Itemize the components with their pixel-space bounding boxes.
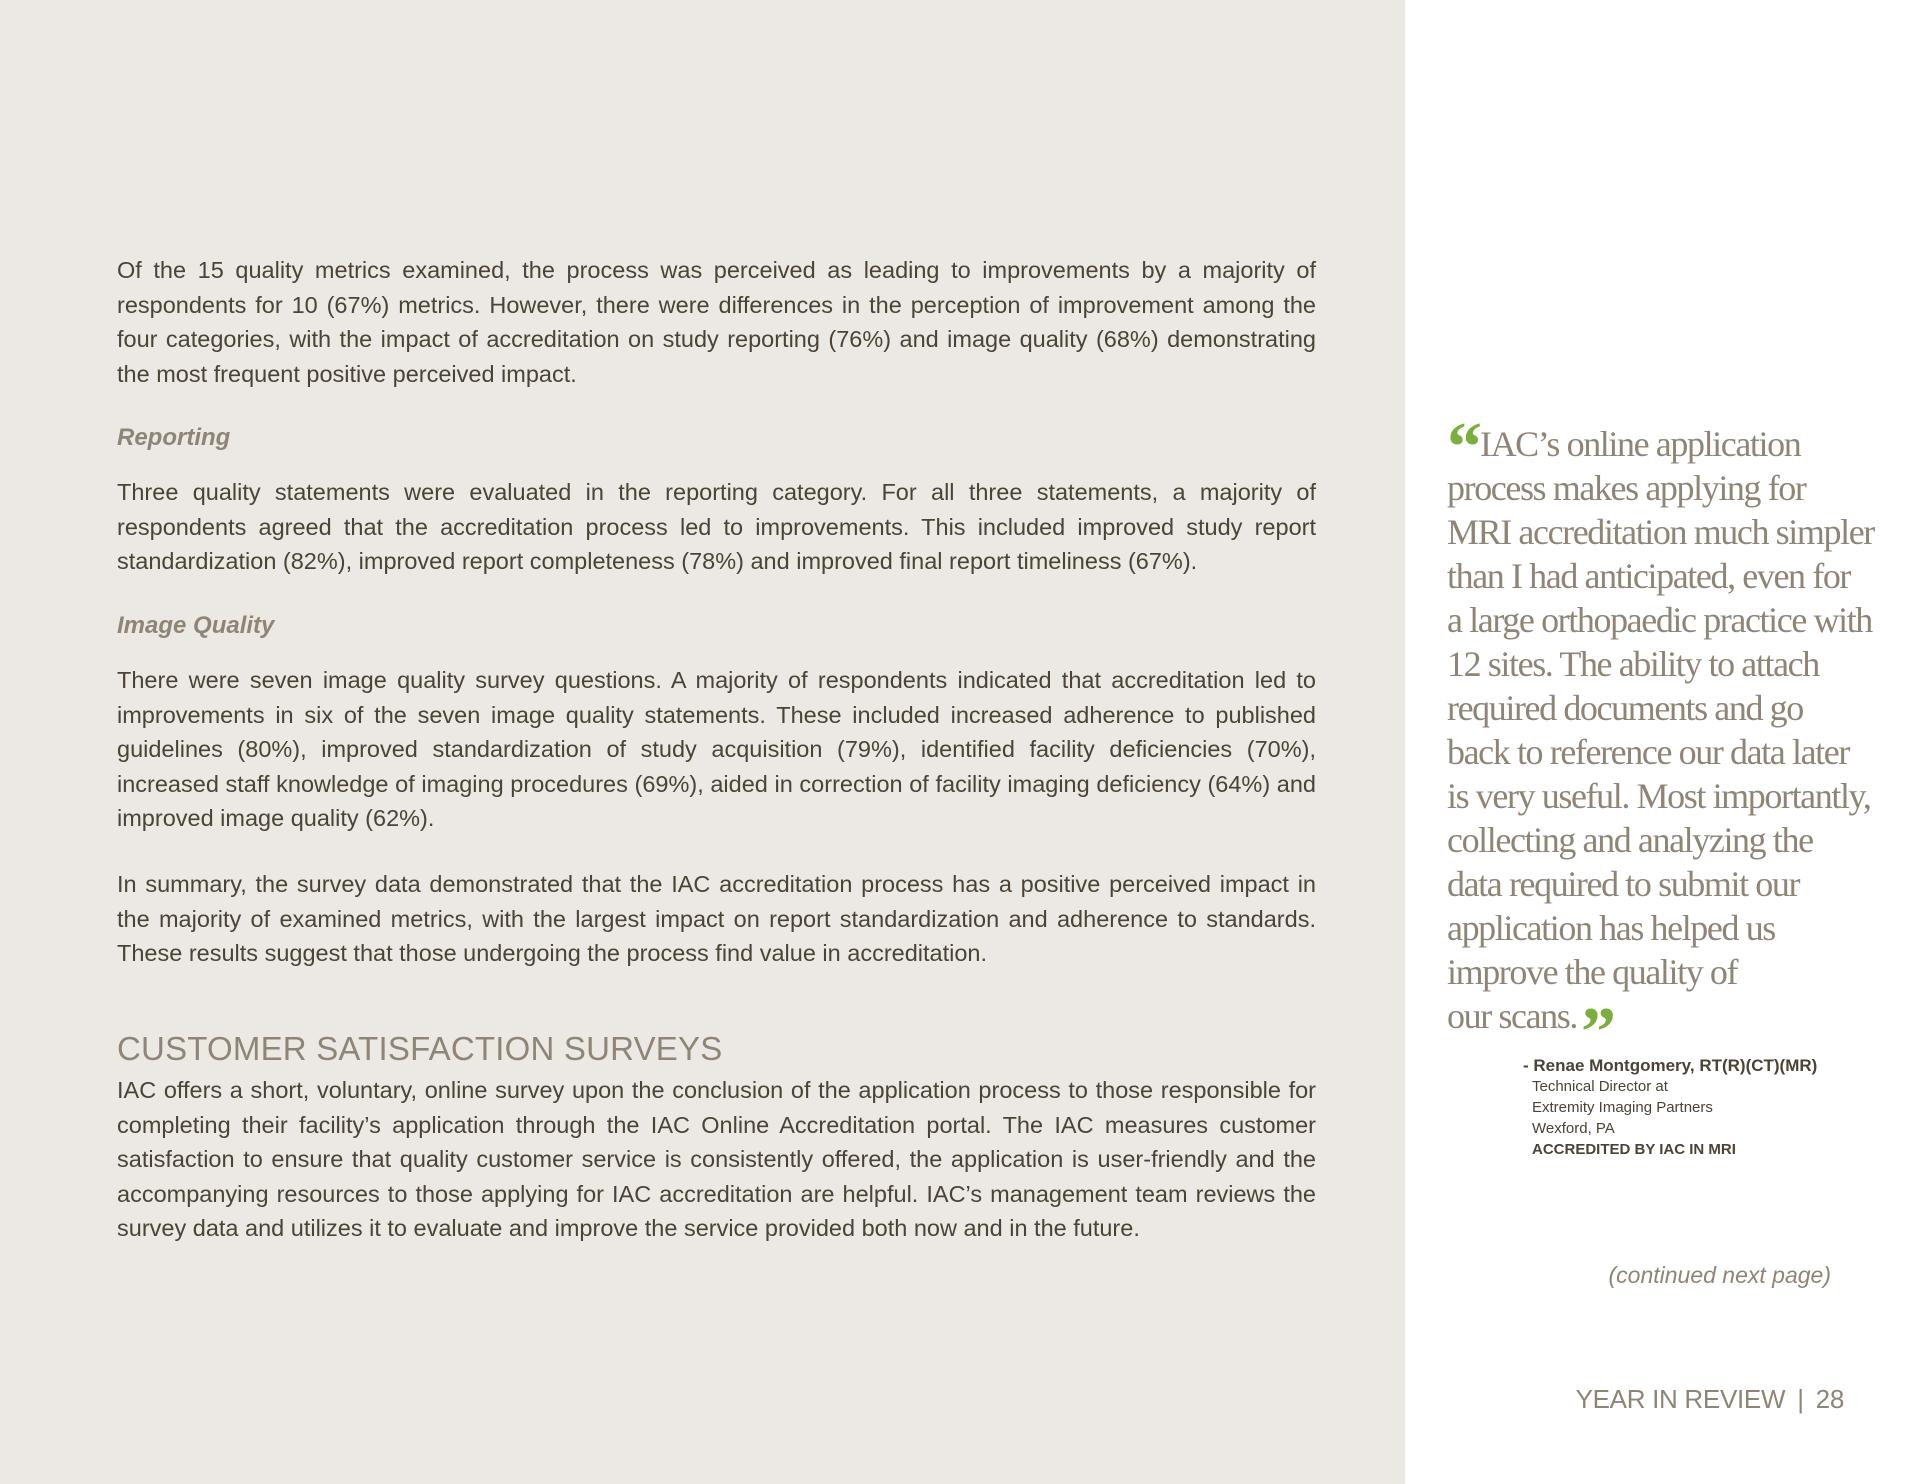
quote-line: IAC’s online application — [1480, 424, 1801, 464]
quote-line: than I had anticipated, even for — [1447, 556, 1851, 596]
customer-satisfaction-paragraph: IAC offers a short, voluntary, online survey upon the conclusion of the application process to those responsible for completing their facility’s application through the IAC Online Accreditation portal. The IAC measures customer satisfaction to ensure that quality customer service is consistently offered, the application is user-friendly and the accompanying resources to those applying for IAC accreditation are helpful. IAC’s management team reviews the survey data and utilizes it to evaluate and improve the service provided both now and in the future. — [117, 1077, 1316, 1241]
continued-note: (continued next page) — [1608, 1262, 1831, 1288]
quote-line: our scans. — [1447, 996, 1577, 1036]
quote-line: application has helped us — [1447, 908, 1775, 948]
close-quote-icon: ” — [1580, 994, 1610, 1071]
quote-line: process makes applying for — [1447, 468, 1806, 508]
quote-line: collecting and analyzing the — [1447, 820, 1813, 860]
attribution-accreditation: ACCREDITED BY IAC IN MRI — [1532, 1141, 1736, 1158]
reporting-heading: Reporting — [117, 424, 231, 451]
attribution-location: Wexford, PA — [1532, 1120, 1615, 1137]
quote-line: a large orthopaedic practice with — [1447, 600, 1872, 640]
page-number: 28 — [1815, 1384, 1844, 1414]
image-quality-heading: Image Quality — [117, 612, 275, 639]
quote-line: is very useful. Most importantly, — [1447, 776, 1871, 816]
quote-line: back to reference our data later — [1447, 732, 1849, 772]
image-quality-paragraph: There were seven image quality survey questions. A majority of respondents indicated that accreditation led to improvements in six of the seven image quality statements. These included increased adherence to published guidelines (80%), improved standardization of study acquisition (79%), identified facility deficiencies (70%), increased staff knowledge of imaging procedures (69%), aided in correction of facility imaging deficiency (64%) and improved image quality (62%). — [117, 667, 1316, 831]
quote-line: MRI accreditation much simpler — [1447, 512, 1874, 552]
quote-attribution — [1523, 1055, 1818, 1160]
page-footer — [1576, 1384, 1844, 1415]
summary-paragraph: In summary, the survey data demonstrated that the IAC accreditation process has a positive perceived impact in the majority of examined metrics, with the largest impact on report standardization and adherence to standards. These results suggest that those undergoing the process find value in accreditation. — [117, 871, 1316, 966]
footer-label: YEAR IN REVIEW — [1575, 1384, 1786, 1414]
quote-line: required documents and go — [1447, 688, 1803, 728]
intro-paragraph: Of the 15 quality metrics examined, the process was perceived as leading to improvements by a majority of respondents for 10 (67%) metrics. However, there were differences in the perception of improvement among the four categories, with the impact of accreditation on study reporting (76%) and image quality (68%) demonstrating the most frequent positive perceived impact. — [117, 257, 1316, 387]
footer-separator: | — [1797, 1384, 1804, 1414]
attribution-role: Technical Director at — [1532, 1078, 1668, 1095]
quote-line: improve the quality of — [1447, 952, 1738, 992]
reporting-paragraph: Three quality statements were evaluated in the reporting category. For all three statements, a majority of respondents agreed that the accreditation process led to improvements. This included improved study report standardization (82%), improved report completeness (78%) and improved final report timeliness (67%). — [117, 479, 1316, 574]
attribution-organization: Extremity Imaging Partners — [1532, 1099, 1713, 1116]
quote-line: 12 sites. The ability to attach — [1447, 644, 1819, 684]
section-title: CUSTOMER SATISFACTION SURVEYS — [117, 1030, 723, 1067]
open-quote-icon: “ — [1447, 409, 1476, 486]
quote-line: data required to submit our — [1447, 864, 1800, 904]
attribution-name: - Renae Montgomery, RT(R)(CT)(MR) — [1523, 1056, 1818, 1075]
